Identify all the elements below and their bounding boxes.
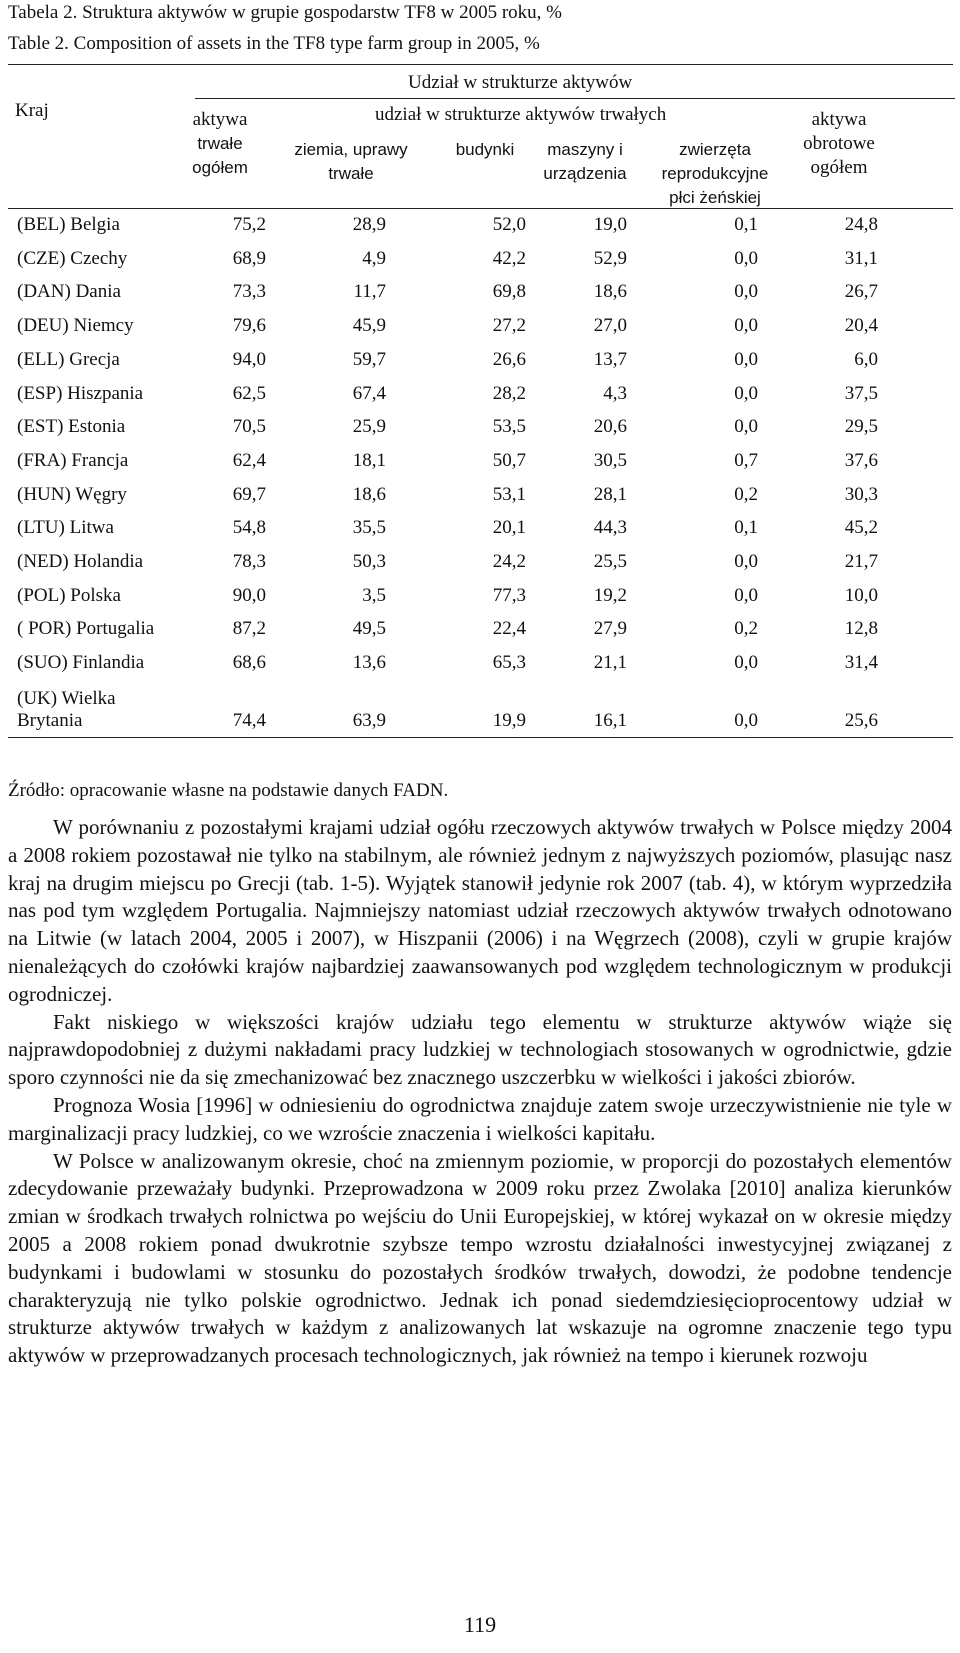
- value-cell: 69,8: [492, 281, 526, 303]
- country-cell: (ELL) Grecja: [17, 348, 120, 370]
- header-current-total: aktywa obrotowe ogółem: [803, 109, 875, 178]
- header-fixed-assets-group: udział w strukturze aktywów trwałych: [375, 104, 667, 125]
- value-cell: 0,0: [734, 247, 758, 269]
- value-cell: 54,8: [232, 517, 266, 539]
- value-cell: 4,3: [603, 382, 627, 404]
- value-cell: 59,7: [352, 348, 386, 370]
- value-cell: 10,0: [844, 584, 878, 606]
- country-cell: ( POR) Portugalia: [17, 618, 155, 640]
- table-row: [0, 551, 960, 581]
- page-number: 119: [463, 1612, 497, 1637]
- value-cell: 62,4: [232, 449, 266, 471]
- value-cell: 20,6: [593, 416, 627, 438]
- value-cell: 73,3: [232, 281, 266, 303]
- table-row: [0, 416, 960, 446]
- country-cell: (ESP) Hiszpania: [17, 382, 144, 404]
- value-cell: 45,9: [352, 315, 386, 337]
- value-cell: 35,5: [352, 517, 386, 539]
- value-cell: 0,0: [734, 551, 758, 572]
- value-cell: 13,7: [593, 348, 627, 370]
- value-cell: 27,2: [492, 315, 526, 337]
- value-cell: 0,0: [734, 382, 758, 404]
- header-buildings: budynki: [455, 140, 515, 159]
- value-cell: 28,1: [593, 483, 627, 505]
- paragraph: Prognoza Wosia [1996] w odniesieniu do ogrodnictwa znajduje zatem swoje urzeczywistnienie nie tyle w marginalizacji pracy ludzkiej, co we wzroście znaczenia i wielkości kapitału.: [8, 1092, 952, 1145]
- country-cell: (DAN) Dania: [17, 281, 121, 303]
- value-cell: 25,9: [352, 416, 386, 438]
- value-cell: 0,0: [734, 416, 758, 438]
- value-cell: 45,2: [844, 517, 878, 539]
- header-country: Kraj: [15, 100, 49, 121]
- header-fixed-total: aktywa trwałe ogółem: [192, 109, 248, 177]
- value-cell: 53,5: [492, 416, 526, 438]
- value-cell: 0,2: [734, 618, 758, 640]
- value-cell: 0,0: [734, 348, 758, 370]
- value-cell: 0,0: [734, 281, 758, 303]
- value-cell: 0,1: [734, 214, 758, 235]
- country-cell: Brytania: [17, 710, 83, 731]
- country-cell: (HUN) Węgry: [17, 483, 127, 505]
- value-cell: 68,9: [232, 247, 266, 269]
- value-cell: 21,1: [593, 652, 627, 674]
- value-cell: 18,6: [352, 483, 386, 505]
- value-cell: 44,3: [593, 517, 627, 539]
- value-cell: 25,6: [844, 710, 878, 731]
- value-cell: 19,9: [492, 710, 526, 731]
- value-cell: 0,0: [734, 652, 758, 674]
- value-cell: 37,6: [844, 449, 878, 471]
- country-cell: (FRA) Francja: [17, 449, 129, 471]
- value-cell: 11,7: [353, 281, 386, 303]
- value-cell: 0,0: [734, 315, 758, 337]
- value-cell: 30,5: [593, 449, 627, 471]
- value-cell: 49,5: [352, 618, 386, 640]
- table-top-rule: [8, 64, 953, 65]
- table-header-rule: [8, 208, 953, 209]
- value-cell: 19,2: [593, 584, 627, 606]
- value-cell: 70,5: [232, 416, 266, 438]
- country-cell: (NED) Holandia: [17, 551, 144, 572]
- country-cell: (BEL) Belgia: [17, 214, 120, 235]
- value-cell: 20,4: [844, 315, 878, 337]
- value-cell: 77,3: [492, 584, 526, 606]
- value-cell: 13,6: [352, 652, 386, 674]
- table-row: [0, 281, 960, 311]
- table-row: [0, 315, 960, 345]
- table-row: [0, 517, 960, 547]
- value-cell: 24,8: [844, 214, 878, 235]
- value-cell: 27,0: [593, 315, 627, 337]
- table-caption-en: Table 2. Composition of assets in the TF8 type farm group in 2005, %: [8, 33, 540, 54]
- country-cell: (DEU) Niemcy: [17, 315, 134, 337]
- value-cell: 12,8: [844, 618, 878, 640]
- value-cell: 20,1: [492, 517, 526, 539]
- table-row: [0, 248, 960, 278]
- table-row: [0, 214, 960, 244]
- value-cell: 74,4: [232, 710, 266, 731]
- table-row: [0, 484, 960, 514]
- value-cell: 79,6: [232, 315, 266, 337]
- value-cell: 22,4: [492, 618, 526, 640]
- value-cell: 65,3: [492, 652, 526, 674]
- paragraph: W Polsce w analizowanym okresie, choć na zmiennym poziomie, w proporcji do pozostałych elementów zdecydowanie przeważały budynki. Przeprowadzona w 2009 roku przez Zwolaka [2010] analiza kierunków zmian w środkach trwałych rolnictwa po wejściu do Unii Europejskiej, w której wykazał on w okresie między 2005 a 2008 rokiem ponad dwukrotnie szybsze tempo wzrostu działalności inwestycyjnej związanej z budynkami i budowlami w stosunku do pozostałych środków trwałych, dowodzi, że podobne tendencje charakteryzują nie tylko polskie ogrodnictwo. Jednak ich ponad siedemdziesięcioprocentowy udział w strukturze aktywów trwałych w każdym z analizowanych lat wskazuje na ogromne znaczenie tego typu aktywów w przeprowadzanych procesach technologicznych, jak również na tempo i kierunek rozwoju: [8, 1148, 952, 1368]
- value-cell: 28,2: [492, 382, 526, 404]
- value-cell: 3,5: [362, 584, 386, 606]
- table-row: [0, 450, 960, 480]
- country-cell: (LTU) Litwa: [17, 517, 114, 539]
- value-cell: 0,0: [734, 584, 758, 606]
- value-cell: 19,0: [593, 214, 627, 235]
- paragraph: Fakt niskiego w większości krajów udziału tego elementu w strukturze aktywów wiąże się najprawdopodobniej z dużymi nakładami pracy ludzkiej w technologiach stosowanych w ogrodnictwie, gdzie sporo czynności nie da się zmechanizować bez znacznego uszczerbku w wielkości i jakości zbiorów.: [8, 1009, 952, 1090]
- table-row: [0, 710, 960, 740]
- table-row: [0, 383, 960, 413]
- header-asset-structure: Udział w strukturze aktywów: [408, 72, 633, 93]
- table-row: [0, 585, 960, 615]
- value-cell: 0,0: [734, 710, 758, 731]
- value-cell: 42,2: [492, 247, 526, 269]
- value-cell: 30,3: [844, 483, 878, 505]
- value-cell: 94,0: [232, 348, 266, 370]
- value-cell: 53,1: [492, 483, 526, 505]
- value-cell: 31,4: [844, 652, 878, 674]
- paragraph: W porównaniu z pozostałymi krajami udział ogółu rzeczowych aktywów trwałych w Polsce między 2004 a 2008 rokiem pozostawał nie tylko na stabilnym, ale również jednym z najwyższych poziomów, plasując nasz kraj na drugim miejscu po Grecji (tab. 1-5). Wyjątek stanowił jedynie rok 2007 (tab. 4), w którym wyprzedziła nas pod tym względem Portugalia. Najmniejszy natomiast udział rzeczowych aktywów trwałych odnotowano na Litwie (w latach 2004, 2005 i 2007), w Hiszpanii (2006) i na Węgrzech (2008), czyli w grupie krajów nienależących do czołówki krajów najbardziej zaawansowanych pod względem technologicznym w produkcji ogrodniczej.: [8, 815, 952, 1006]
- table-row: [0, 349, 960, 379]
- value-cell: 29,5: [844, 416, 878, 438]
- value-cell: 50,7: [492, 449, 526, 471]
- country-cell: (UK) Wielka: [17, 688, 116, 709]
- value-cell: 68,6: [232, 652, 266, 674]
- value-cell: 31,1: [844, 247, 878, 269]
- value-cell: 62,5: [232, 382, 266, 404]
- header-machines: maszyny i urządzenia: [543, 140, 627, 183]
- country-cell: (POL) Polska: [17, 584, 121, 606]
- table-row: [0, 652, 960, 682]
- value-cell: 6,0: [854, 348, 878, 370]
- value-cell: 28,9: [352, 214, 386, 235]
- value-cell: 0,2: [734, 483, 758, 505]
- value-cell: 0,7: [734, 449, 758, 471]
- value-cell: 63,9: [352, 710, 386, 731]
- table-row: [0, 618, 960, 648]
- value-cell: 21,7: [844, 551, 878, 572]
- value-cell: 4,9: [362, 247, 386, 269]
- header-land: ziemia, uprawy trwałe: [294, 140, 408, 183]
- header-group-rule: [195, 98, 955, 99]
- value-cell: 0,1: [734, 517, 758, 539]
- value-cell: 69,7: [232, 483, 266, 505]
- value-cell: 25,5: [593, 551, 627, 572]
- body-text: [8, 814, 952, 1370]
- value-cell: 67,4: [352, 382, 386, 404]
- value-cell: 16,1: [593, 710, 627, 731]
- country-cell: (SUO) Finlandia: [17, 652, 145, 674]
- country-cell: (CZE) Czechy: [17, 247, 128, 269]
- value-cell: 27,9: [593, 618, 627, 640]
- value-cell: 87,2: [232, 618, 266, 640]
- value-cell: 18,6: [593, 281, 627, 303]
- value-cell: 52,9: [593, 247, 627, 269]
- value-cell: 26,6: [492, 348, 526, 370]
- value-cell: 52,0: [492, 214, 526, 235]
- value-cell: 50,3: [352, 551, 386, 572]
- value-cell: 37,5: [844, 382, 878, 404]
- value-cell: 26,7: [844, 281, 878, 303]
- source-note: Źródło: opracowanie własne na podstawie danych FADN.: [8, 780, 449, 801]
- header-female-breeding-animals: zwierzęta reprodukcyjne płci żeńskiej: [661, 140, 769, 207]
- value-cell: 90,0: [232, 584, 266, 606]
- table-caption-pl: Tabela 2. Struktura aktywów w grupie gospodarstw TF8 w 2005 roku, %: [8, 2, 562, 23]
- value-cell: 75,2: [232, 214, 266, 235]
- value-cell: 24,2: [492, 551, 526, 572]
- value-cell: 18,1: [352, 449, 386, 471]
- country-cell: (EST) Estonia: [17, 416, 126, 438]
- table-bottom-rule: [8, 737, 953, 738]
- value-cell: 78,3: [232, 551, 266, 572]
